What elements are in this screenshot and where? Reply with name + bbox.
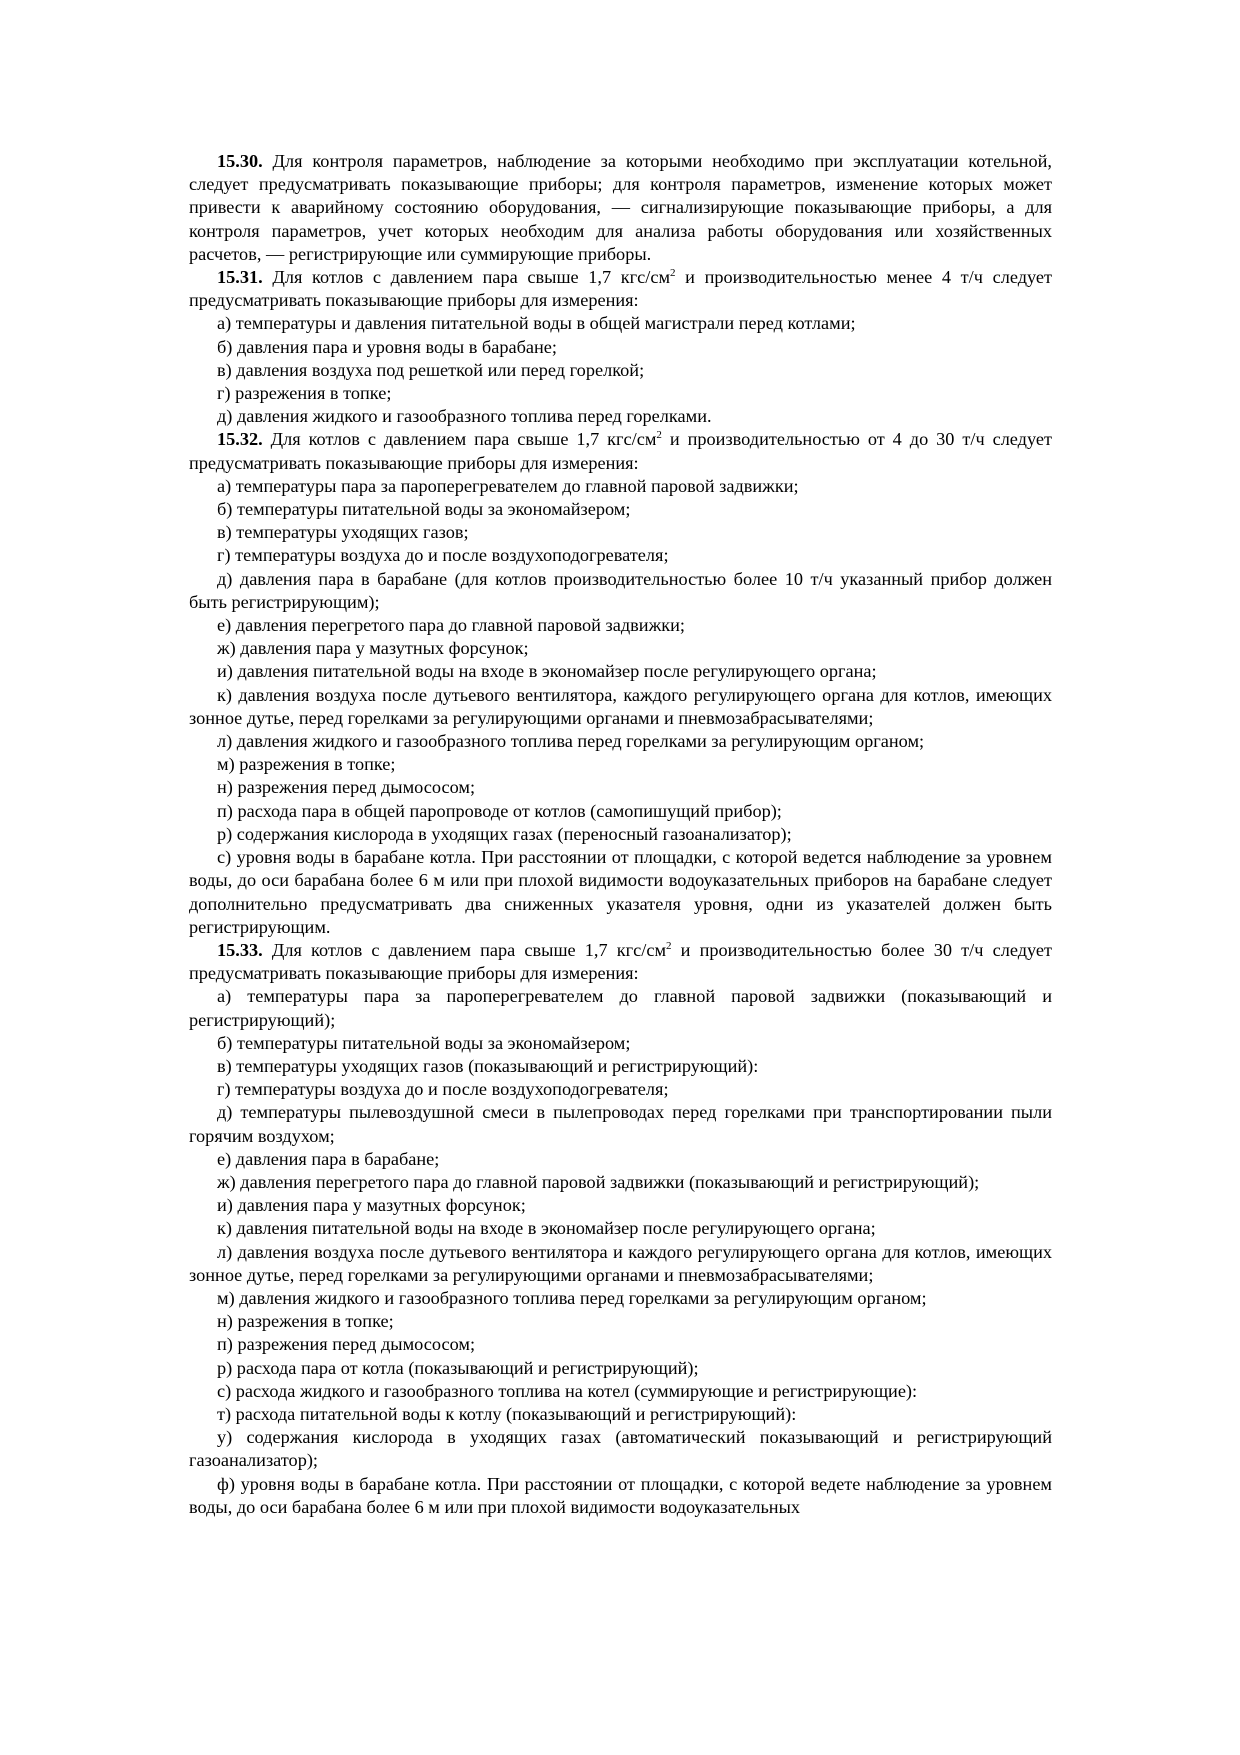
list-item: д) давления пара в барабане (для котлов производительностью более 10 т/ч указанный прибор должен быть регистрирующим);	[189, 568, 1052, 612]
clause-number: 15.31.	[217, 267, 263, 288]
list-item: а) температуры пара за пароперегревателем до главной паровой задвижки;	[217, 475, 799, 496]
list-item: и) давления питательной воды на входе в экономайзер после регулирующего органа;	[217, 661, 877, 682]
list-item: е) давления пара в барабане;	[217, 1148, 440, 1169]
clause-number: 15.30.	[217, 151, 263, 171]
clause-15-32	[189, 428, 1052, 474]
list-item: в) давления воздуха под решеткой или перед горелкой;	[217, 359, 645, 380]
clause-text-end: и производительностью от 4 до 30 т/ч следует предусматривать показывающие приборы для измерения:	[189, 429, 1052, 473]
list-item: с) уровня воды в барабане котла. При расстоянии от площадки, с которой ведется наблюдение за уровнем воды, до оси барабана более 6 м или при плохой видимости водоуказательных приборов на барабане следует дополнительно предусматривать два сниженных указателя уровня, одни из указателей должен быть регистрирующим.	[189, 847, 1052, 937]
list-item: с) расхода жидкого и газообразного топлива на котел (суммирующие и регистрирующие):	[217, 1380, 918, 1401]
list-item: и) давления пара у мазутных форсунок;	[217, 1195, 526, 1216]
superscript: 2	[666, 939, 672, 952]
list-item: к) давления питательной воды на входе в экономайзер после регулирующего органа;	[217, 1218, 876, 1239]
clause-15-33	[189, 939, 1052, 985]
clause-number: 15.32.	[217, 429, 263, 450]
list-item: р) содержания кислорода в уходящих газах (переносный газоанализатор);	[217, 823, 792, 844]
list-item: к) давления воздуха после дутьевого вентилятора, каждого регулирующего органа для котлов, имеющих зонное дутье, перед горелками за регулирующими органами и пневмозабрасывателями;	[189, 684, 1052, 728]
superscript: 2	[670, 267, 676, 280]
list-item: л) давления воздуха после дутьевого вентилятора и каждого регулирующего органа для котлов, имеющих зонное дутье, перед горелками за регулирующими органами и пневмозабрасывателями;	[189, 1241, 1052, 1285]
superscript: 2	[656, 429, 662, 442]
clause-text-start: Для котлов с давлением пара свыше 1,7 кгс/см	[272, 267, 671, 288]
list-item: у) содержания кислорода в уходящих газах (автоматический показывающий и регистрирующий газоанализатор);	[189, 1427, 1052, 1471]
list-item: ж) давления пара у мазутных форсунок;	[217, 638, 529, 659]
list-item: в) температуры уходящих газов;	[217, 522, 469, 543]
list-item: б) температуры питательной воды за экономайзером;	[217, 1032, 631, 1053]
list-item: р) расхода пара от котла (показывающий и регистрирующий);	[217, 1357, 699, 1378]
list-item: в) температуры уходящих газов (показывающий и регистрирующий):	[217, 1055, 759, 1076]
clause-text-end: и производительностью менее 4 т/ч следует предусматривать показывающие приборы для измерения:	[189, 267, 1052, 311]
list-item: д) давления жидкого и газообразного топлива перед горелками.	[217, 406, 712, 427]
list-item: а) температуры пара за пароперегревателем до главной паровой задвижки (показывающий и регистрирующий);	[189, 986, 1052, 1030]
list-item: м) давления жидкого и газообразного топлива перед горелками за регулирующим органом;	[217, 1287, 927, 1308]
list-item: г) температуры воздуха до и после воздухоподогревателя;	[217, 545, 669, 566]
clause-text: Для контроля параметров, наблюдение за которыми необходимо при эксплуатации котельной, следует предусматривать показывающие приборы; для контроля параметров, изменение которых может привести к аварийному состоянию оборудования, — сигнализирующие показывающие приборы, а для контроля параметров, учет которых необходим для анализа работы оборудования или хозяйственных расчетов, — регистрирующие или суммирующие приборы.	[189, 151, 1052, 264]
list-item: п) разрежения перед дымососом;	[217, 1334, 476, 1355]
list-item: г) температуры воздуха до и после воздухоподогревателя;	[217, 1079, 669, 1100]
list-item: н) разрежения перед дымососом;	[217, 777, 476, 798]
list-item: г) разрежения в топке;	[217, 383, 392, 404]
list-item: е) давления перегретого пара до главной паровой задвижки;	[217, 615, 685, 636]
list-item: ж) давления перегретого пара до главной паровой задвижки (показывающий и регистрирующий);	[217, 1171, 980, 1192]
list-item: б) температуры питательной воды за экономайзером;	[217, 499, 631, 520]
list-item: н) разрежения в топке;	[217, 1311, 394, 1332]
list-item: п) расхода пара в общей паропроводе от котлов (самопишущий прибор);	[217, 800, 782, 821]
list-item: д) температуры пылевоздушной смеси в пылепроводах перед горелками при транспортировании пыли горячим воздухом;	[189, 1102, 1052, 1146]
list-item: б) давления пара и уровня воды в барабане;	[217, 336, 557, 357]
document-page	[189, 150, 1052, 1519]
list-item: а) температуры и давления питательной воды в общей магистрали перед котлами;	[217, 313, 856, 334]
clause-15-30	[189, 150, 1052, 266]
list-item: ф) уровня воды в барабане котла. При расстоянии от площадки, с которой ведете наблюдение за уровнем воды, до оси барабана более 6 м или при плохой видимости водоуказательных	[189, 1473, 1052, 1517]
clause-text-start: Для котлов с давлением пара свыше 1,7 кгс/см	[271, 939, 667, 960]
clause-text-end: и производительностью более 30 т/ч следует предусматривать показывающие приборы для измерения:	[189, 939, 1052, 984]
list-item: т) расхода питательной воды к котлу (показывающий и регистрирующий):	[217, 1403, 797, 1424]
list-item: м) разрежения в топке;	[217, 754, 396, 775]
clause-15-31	[189, 266, 1052, 312]
clause-text-start: Для котлов с давлением пара свыше 1,7 кгс/см	[270, 429, 657, 450]
clause-number: 15.33.	[217, 939, 263, 960]
list-item: л) давления жидкого и газообразного топлива перед горелками за регулирующим органом;	[217, 731, 925, 752]
